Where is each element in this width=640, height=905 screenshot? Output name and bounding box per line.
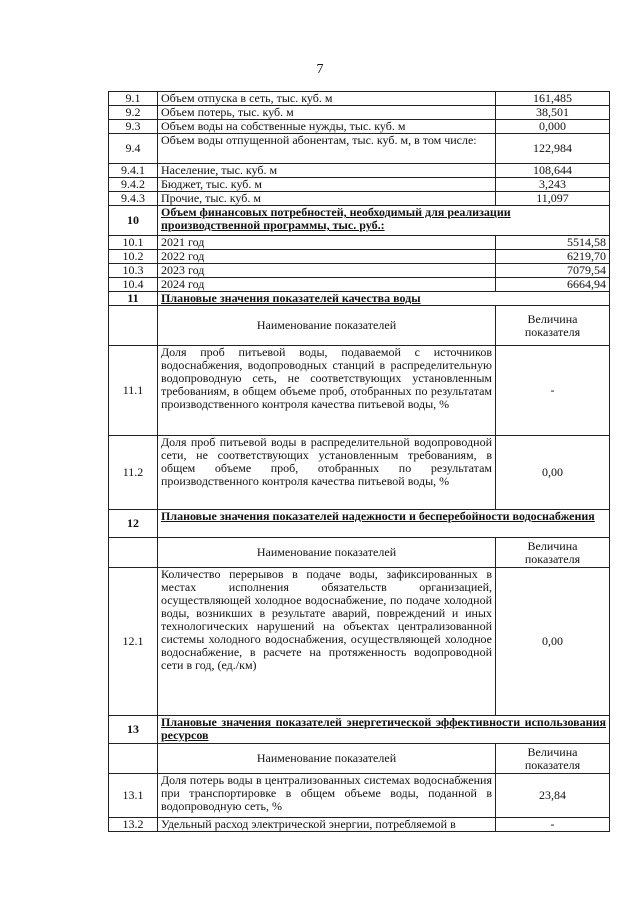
table-row (109, 436, 610, 510)
row-text: Объем отпуска в сеть, тыс. куб. м (158, 92, 496, 106)
row-text: Население, тыс. куб. м (158, 164, 496, 178)
row-text: Доля проб питьевой воды, подаваемой с источников водоснабжения, водопроводных станций в распределительную водопроводную сеть, не соответствующих установленным требованиям, в общем объеме проб, отобранных по результатам производственного контроля качества питьевой воды, % (158, 346, 496, 436)
row-number: 9.4.3 (109, 192, 158, 206)
section-row (109, 206, 610, 236)
section-number: 12 (109, 510, 158, 538)
table-row (109, 568, 610, 716)
page-number: 7 (316, 62, 324, 77)
header-name: Наименование показателей (158, 744, 496, 774)
row-number: 12.1 (109, 568, 158, 716)
row-text: Количество перерывов в подаче воды, зафиксированных в местах исполнения обязательств организацией, осуществляющей холодное водоснабжение, по подаче холодной воды, возникших в результате аварий, повреждений и иных технологических нарушений на объектах централизованной системы холодного водоснабжения, осуществляющей холодное водоснабжение, в расчете на протяженность водопроводной сети в год, (ед./км) (158, 568, 496, 716)
row-text: Прочие, тыс. куб. м (158, 192, 496, 206)
section-number: 10 (109, 206, 158, 236)
table-row (109, 818, 610, 832)
section-title (158, 292, 610, 306)
header-name: Наименование показателей (158, 306, 496, 346)
section-title (158, 716, 610, 744)
table-row (109, 92, 610, 106)
table-row (109, 134, 610, 164)
row-text: 2022 год (158, 250, 496, 264)
row-text: Объем воды отпущенной абонентам, тыс. куб. м, в том числе: (158, 134, 496, 164)
row-value: 5514,58 (496, 236, 610, 250)
row-value: 6664,94 (496, 278, 610, 292)
section-number: 13 (109, 716, 158, 744)
table-row (109, 120, 610, 134)
row-value: 0,000 (496, 120, 610, 134)
table-row (109, 192, 610, 206)
header-row (109, 744, 610, 774)
header-row (109, 538, 610, 568)
table-row (109, 164, 610, 178)
row-value: 0,00 (496, 436, 610, 510)
table-row (109, 278, 610, 292)
row-number: 10.3 (109, 264, 158, 278)
row-value: 3,243 (496, 178, 610, 192)
table-row (109, 774, 610, 818)
row-value: 7079,54 (496, 264, 610, 278)
row-text: Объем потерь, тыс. куб. м (158, 106, 496, 120)
table-row (109, 346, 610, 436)
row-number: 9.4.2 (109, 178, 158, 192)
empty-cell (109, 306, 158, 346)
section-row (109, 716, 610, 744)
header-name: Наименование показателей (158, 538, 496, 568)
table-row (109, 106, 610, 120)
row-value: - (496, 818, 610, 832)
row-number: 10.2 (109, 250, 158, 264)
row-number: 10.4 (109, 278, 158, 292)
row-number: 9.4.1 (109, 164, 158, 178)
row-text: Бюджет, тыс. куб. м (158, 178, 496, 192)
section-title (158, 510, 610, 538)
section-row (109, 510, 610, 538)
row-text: Доля потерь воды в централизованных системах водоснабжения при транспортировке в общем объеме воды, поданной в водопроводную сеть, % (158, 774, 496, 818)
row-number: 10.1 (109, 236, 158, 250)
row-number: 9.4 (109, 134, 158, 164)
table-row (109, 236, 610, 250)
section-title-text: Плановые значения показателей энергетической эффективности использования ресурсов (161, 715, 606, 742)
row-number: 13.2 (109, 818, 158, 832)
row-value: 161,485 (496, 92, 610, 106)
row-text: Объем воды на собственные нужды, тыс. куб. м (158, 120, 496, 134)
header-row (109, 306, 610, 346)
table-row (109, 178, 610, 192)
row-text: Доля проб питьевой воды в распределительной водопроводной сети, не соответствующих установленным требованиям, в общем объеме проб, отобранных по результатам производственного контроля качества питьевой воды, % (158, 436, 496, 510)
section-title-text: Плановые значения показателей качества воды (161, 291, 421, 305)
row-text: 2021 год (158, 236, 496, 250)
section-row (109, 292, 610, 306)
table-row (109, 264, 610, 278)
table-row (109, 250, 610, 264)
row-number: 9.1 (109, 92, 158, 106)
row-number: 9.3 (109, 120, 158, 134)
row-value: 38,501 (496, 106, 610, 120)
row-number: 11.2 (109, 436, 158, 510)
header-value: Величина показателя (496, 744, 610, 774)
section-title-text: Плановые значения показателей надежности и бесперебойности водоснабжения (161, 509, 595, 523)
empty-cell (109, 538, 158, 568)
row-text: 2024 год (158, 278, 496, 292)
row-value: 108,644 (496, 164, 610, 178)
header-value: Величина показателя (496, 306, 610, 346)
row-value: 122,984 (496, 134, 610, 164)
row-text: 2023 год (158, 264, 496, 278)
row-text: Удельный расход электрической энергии, потребляемой в (158, 818, 496, 832)
row-value: - (496, 346, 610, 436)
section-title (158, 206, 610, 236)
row-value: 23,84 (496, 774, 610, 818)
row-number: 9.2 (109, 106, 158, 120)
row-number: 11.1 (109, 346, 158, 436)
section-title-text: Объем финансовых потребностей, необходимый для реализации производственной программы, тыс. руб.: (161, 205, 511, 232)
row-number: 13.1 (109, 774, 158, 818)
row-value: 0,00 (496, 568, 610, 716)
program-indicators-table (108, 91, 610, 832)
header-value: Величина показателя (496, 538, 610, 568)
empty-cell (109, 744, 158, 774)
section-number: 11 (109, 292, 158, 306)
row-value: 11,097 (496, 192, 610, 206)
row-value: 6219,70 (496, 250, 610, 264)
